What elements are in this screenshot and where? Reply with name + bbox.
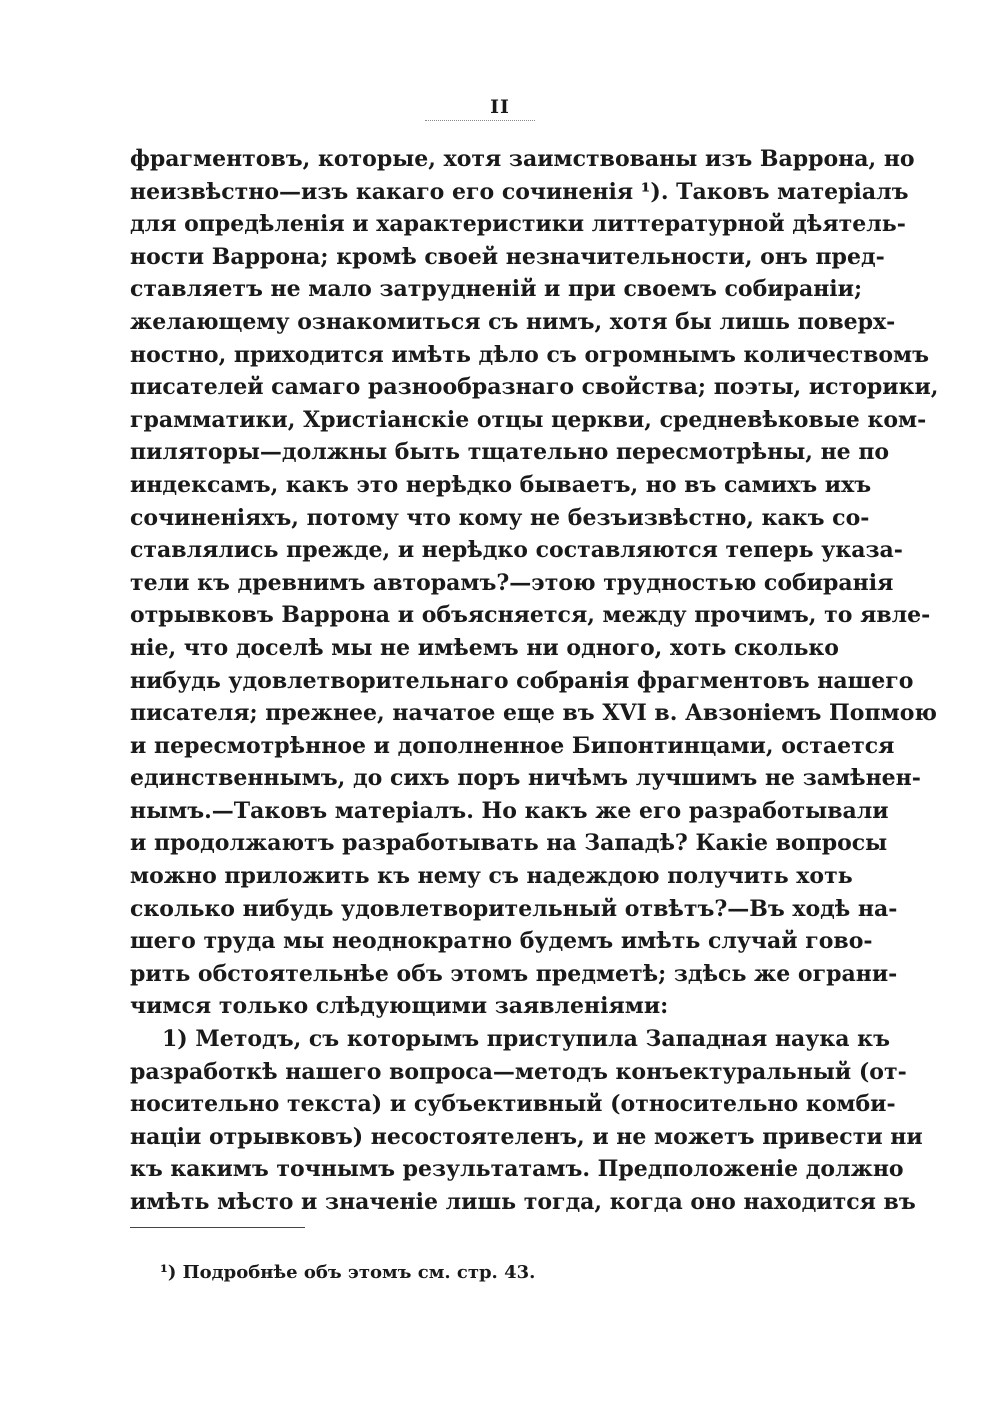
text-line: 1) Методъ, съ которымъ приступила Западная наука къ	[162, 1026, 890, 1053]
footnote: ¹) Подробнѣе объ этомъ см. стр. 43.	[160, 1262, 536, 1283]
text-line: нымъ.—Таковъ матеріалъ. Но какъ же его разработывали	[130, 797, 889, 824]
text-line: неизвѣстно—изъ какаго его сочиненія ¹). Таковъ матеріалъ	[130, 178, 909, 205]
text-line: ставляетъ не мало затрудненій и при своемъ собираніи;	[130, 276, 863, 303]
text-line: сколько нибудь удовлетворительный отвѣтъ?—Въ ходѣ на-	[130, 895, 898, 922]
text-line: единственнымъ, до сихъ поръ ничѣмъ лучшимъ не замѣнен-	[130, 765, 921, 792]
text-line: для опредѣленія и характеристики литтературной дѣятель-	[130, 211, 906, 238]
text-line: ставлялись прежде, и нерѣдко составляются теперь указа-	[130, 537, 903, 564]
text-line: писателей самаго разнообразнаго свойства; поэты, историки,	[130, 374, 939, 401]
text-line: къ какимъ точнымъ результатамъ. Предположеніе должно	[130, 1156, 904, 1183]
text-line: тели къ древнимъ авторамъ?—этою трудностью собиранія	[130, 569, 894, 596]
text-line: отрывковъ Варрона и объясняется, между прочимъ, то явле-	[130, 602, 931, 629]
text-line: носительно текста) и субъективный (относительно комби-	[130, 1091, 896, 1118]
text-line: можно приложить къ нему съ надеждою получить хоть	[130, 863, 853, 890]
text-line: нибудь удовлетворительнаго собранія фрагментовъ нашего	[130, 667, 914, 694]
text-line: фрагментовъ, которые, хотя заимствованы изъ Варрона, но	[130, 146, 915, 172]
text-line: чимся только слѣдующими заявленіями:	[130, 993, 669, 1020]
text-line: ности Варрона; кромѣ своей незначительности, онъ пред-	[130, 243, 885, 270]
text-line: имѣть мѣсто и значеніе лишь тогда, когда оно находится въ	[130, 1189, 916, 1215]
text-line: и пересмотрѣнное и дополненное Бипонтинцами, остается	[130, 732, 895, 759]
text-line: грамматики, Христіанскіе отцы церкви, средневѣковые ком-	[130, 406, 927, 433]
text-line: сочиненіяхъ, потому что кому не безъизвѣстно, какъ со-	[130, 504, 870, 531]
body-text	[130, 143, 939, 1219]
text-line: ностно, приходится имѣть дѣло съ огромнымъ количествомъ	[130, 341, 930, 368]
text-line: рить обстоятельнѣе объ этомъ предметѣ; здѣсь же ограни-	[130, 960, 898, 987]
text-line: и продолжаютъ разработывать на Западѣ? Какіе вопросы	[130, 830, 888, 857]
page-number: II	[490, 96, 510, 118]
text-line: ніе, что доселѣ мы не имѣемъ ни одного, хоть сколько	[130, 634, 839, 661]
text-line: индексамъ, какъ это нерѣдко бываетъ, но въ самихъ ихъ	[130, 471, 872, 498]
text-line: писателя; прежнее, начатое еще въ XVI в. Авзоніемъ Попмою	[130, 700, 937, 727]
text-line: разработкѣ нашего вопроса—методъ конъектуральный (от-	[130, 1058, 907, 1085]
header-ornament	[425, 120, 535, 121]
text-line: пиляторы—должны быть тщательно пересмотрѣны, не по	[130, 439, 890, 466]
footnote-rule	[130, 1227, 305, 1228]
text-line: націи отрывковъ) несостоятеленъ, и не можетъ привести ни	[130, 1123, 923, 1150]
text-line: желающему ознакомиться съ нимъ, хотя бы лишь поверх-	[130, 308, 896, 335]
text-line: шего труда мы неоднократно будемъ имѣть случай гово-	[130, 928, 873, 955]
